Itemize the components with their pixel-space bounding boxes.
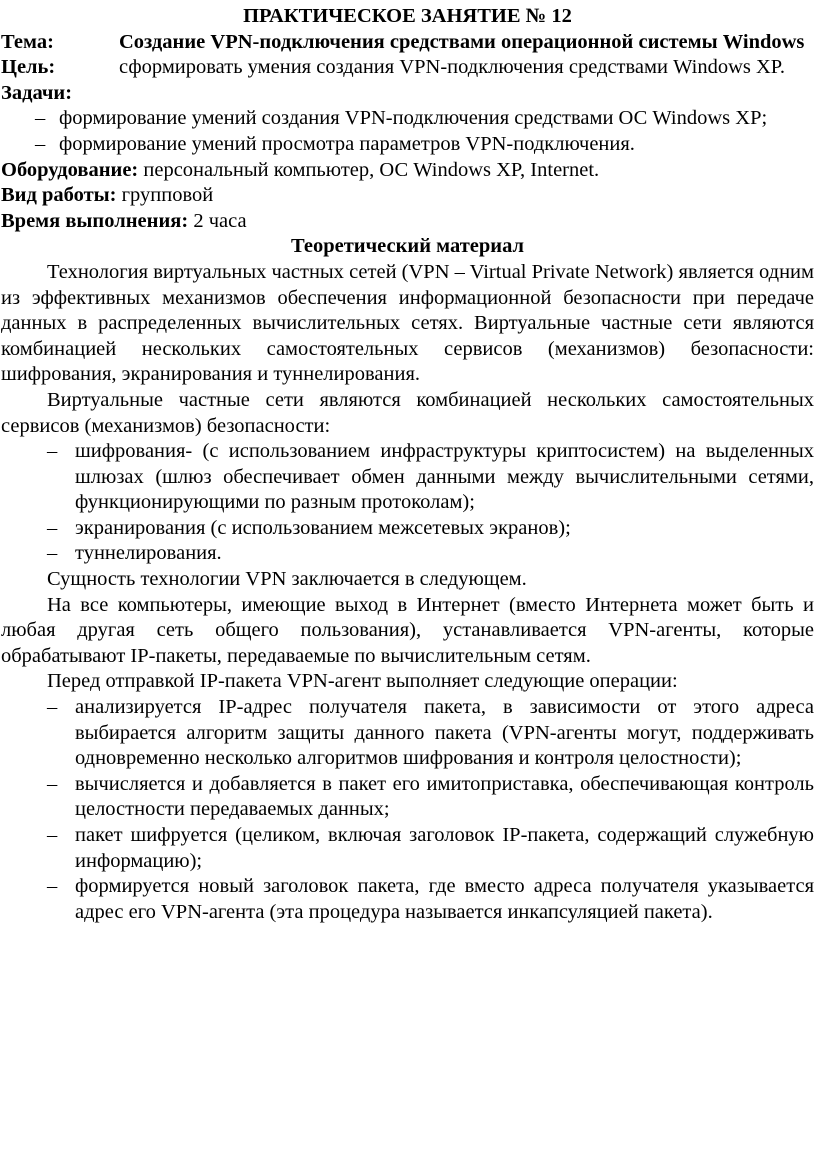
goal-label: Цель: xyxy=(1,56,56,79)
list-item xyxy=(1,439,814,516)
list-item-text: формирование умений создания VPN-подключения средствами ОС Windows XP; xyxy=(59,107,768,130)
dash-marker: – xyxy=(47,440,58,463)
dash-marker: – xyxy=(47,875,58,898)
equipment-label: Оборудование: xyxy=(1,158,139,181)
duration-line xyxy=(1,209,814,235)
tasks-list xyxy=(1,106,814,157)
topic-label: Тема: xyxy=(1,30,54,53)
list-item xyxy=(1,106,814,132)
list-item-text: вычисляется и добавляется в пакет его имитоприставка, обеспечивающая контроль целостности передаваемых данных; xyxy=(75,772,814,821)
list-item-text: экранирования (с использованием межсетевых экранов); xyxy=(75,516,571,539)
duration-label: Время выполнения: xyxy=(1,209,189,232)
dash-marker: – xyxy=(47,824,58,846)
list-item xyxy=(1,823,814,874)
list-item xyxy=(1,132,814,158)
page-title: ПРАКТИЧЕСКОЕ ЗАНЯТИЕ № 12 xyxy=(243,5,572,27)
equipment-line xyxy=(1,158,814,184)
topic-text: Создание VPN-подключения средствами операционной системы Windows xyxy=(119,30,805,53)
list-item xyxy=(1,541,814,567)
list-item-text: формируется новый заголовок пакета, где вместо адреса получателя указывается адрес его VPN-агента (эта процедура называется инкапсуляцией пакета). xyxy=(75,875,814,923)
dash-marker: – xyxy=(47,772,58,795)
paragraph-4: На все компьютеры, имеющие выход в Интернет (вместо Интернета может быть и любая другая сеть общего пользования), устанавливается VPN-агенты, которые обрабатывают IP-пакеты, передаваемые по вычислительным сетям. xyxy=(1,593,814,667)
security-services-list xyxy=(1,439,814,567)
tasks-label: Задачи: xyxy=(1,81,73,104)
goal-text: сформировать умения создания VPN-подключения средствами Windows XP. xyxy=(119,56,786,79)
list-item xyxy=(1,695,814,772)
paragraph-3: Сущность технологии VPN заключается в следующем. xyxy=(47,568,527,591)
dash-marker: – xyxy=(47,696,58,719)
list-item-text: пакет шифруется (целиком, включая заголовок IP-пакета, содержащий служебную информацию); xyxy=(75,824,814,872)
list-item xyxy=(1,772,814,823)
paragraph-2: Виртуальные частные сети являются комбинацией нескольких самостоятельных сервисов (механизмов) безопасности: xyxy=(1,388,814,437)
document-page xyxy=(0,4,816,1168)
work-type-line xyxy=(1,183,814,209)
dash-marker: – xyxy=(35,132,46,155)
list-item-text: анализируется IP-адрес получателя пакета, в зависимости от этого адреса выбирается алгоритм защиты данного пакета (VPN-агенты могут, поддерживать одновременно несколько алгоритмов шифрования и контроля целостности); xyxy=(75,696,814,770)
equipment-text: персональный компьютер, ОС Windows XP, Internet. xyxy=(138,158,600,181)
list-item-text: формирование умений просмотра параметров VPN-подключения. xyxy=(59,132,635,155)
list-item-text: туннелирования. xyxy=(75,542,222,565)
list-item xyxy=(1,874,814,925)
dash-marker: – xyxy=(35,107,46,130)
vpn-agent-operations-list xyxy=(1,695,814,925)
goal-row xyxy=(1,55,814,81)
work-type-label: Вид работы: xyxy=(1,184,117,207)
paragraph-5: Перед отправкой IP-пакета VPN-агент выполняет следующие операции: xyxy=(47,670,678,693)
list-item xyxy=(1,516,814,542)
topic-row xyxy=(1,30,814,56)
duration-text: 2 часа xyxy=(188,209,247,232)
paragraph-1: Технология виртуальных частных сетей (VPN – Virtual Private Network) является одним из эффективных механизмов обеспечения информационной безопасности при передаче данных в распределенных вычислительных сетях. Виртуальные частные сети являются комбинацией нескольких самостоятельных сервисов (механизмов) безопасности: шифрования, экранирования и туннелирования. xyxy=(1,260,814,386)
dash-marker: – xyxy=(47,542,58,565)
dash-marker: – xyxy=(47,516,58,539)
work-type-text: групповой xyxy=(116,184,214,207)
list-item-text: шифрования- (с использованием инфраструктуры криптосистем) на выделенных шлюзах (шлюз обеспечивает обмен данными между вычислительными сетями, функционирующими по разным протоколам); xyxy=(75,440,814,514)
theory-heading: Теоретический материал xyxy=(290,235,525,258)
